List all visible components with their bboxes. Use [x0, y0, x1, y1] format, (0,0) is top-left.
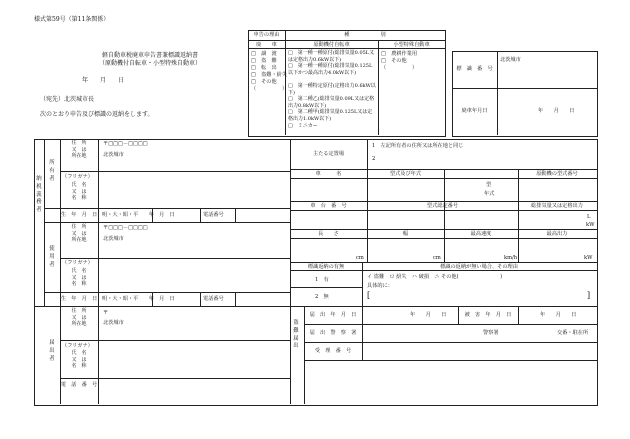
owner-phone-label: 電話番号: [203, 212, 224, 218]
filer-phone-label: 電 話 番 号: [60, 382, 98, 388]
gendou-item-5[interactable]: □ 第二種甲(総排気量0.125L又は定格出力1.0kW以下): [288, 109, 373, 122]
damage-date-label: 被 害 年 月 日: [464, 312, 512, 318]
header-car-name: 車 名: [315, 171, 342, 177]
form-date: 年 月 日: [82, 77, 125, 84]
owner-label: 所有者: [49, 160, 55, 182]
owner-postal[interactable]: 〒□□□－□□□□: [103, 141, 148, 147]
header-kogata: 小型特殊自動車: [393, 42, 430, 48]
user-furigana-label: （フリガナ）: [62, 260, 93, 266]
unit-kw-power: kW: [584, 255, 593, 261]
return-reason-label: 標識の返納が無い場合、その理由: [440, 264, 518, 270]
reason-transfer[interactable]: □ 譲 渡: [251, 51, 277, 57]
header-frame-number: 車 台 番 号: [310, 203, 347, 209]
police-station-value[interactable]: 警察署: [483, 330, 499, 336]
report-date-value[interactable]: 年 月 日: [410, 312, 447, 318]
return-reasons[interactable]: イ 盗難 ロ 紛失 ハ 破損 ニ その他( ): [367, 274, 503, 280]
kogata-other-paren: （ ）: [381, 65, 418, 71]
header-power: 最高出力: [546, 231, 568, 237]
header-reason: 申告の理由: [253, 32, 280, 38]
unit-cm-width: cm: [433, 255, 441, 261]
filer-furigana-label: （フリガナ）: [62, 343, 93, 349]
reason-lost[interactable]: □ 盗難・紛失: [251, 72, 288, 78]
owner-furigana-label: （フリガナ）: [62, 174, 93, 180]
user-label: 使用者: [49, 246, 55, 268]
filer-name-label: 氏 名 又 は 名 称: [71, 350, 87, 369]
return-detail-label: 具体的に：: [367, 283, 393, 289]
place-option-2[interactable]: 2: [372, 156, 376, 162]
filer-postal[interactable]: 〒: [103, 310, 109, 316]
gendou-item-6[interactable]: □ ミニカー: [288, 123, 318, 129]
return-label: 標識返納の有無: [307, 264, 345, 270]
header-model-year: 型式及び年式: [389, 171, 422, 177]
header-displacement: 総排気量又は定格出力: [531, 203, 583, 209]
return-yes[interactable]: 1 有: [315, 277, 329, 283]
scrap-date-value[interactable]: 年 月 日: [538, 108, 575, 114]
unit-kw: kW: [586, 222, 595, 228]
reason-moveout[interactable]: □ 転 出: [251, 65, 277, 71]
user-phone-label: 電話番号: [203, 296, 224, 302]
user-address-label: 住 所 又 は 所在地: [71, 224, 87, 243]
form-number: 様式第59号（第11条関係）: [34, 16, 110, 23]
owner-birth-label: 生 年 月 日: [60, 212, 98, 218]
header-type: 種 別: [344, 32, 386, 38]
reason-other-paren: （ ）: [251, 86, 288, 92]
unit-liter: L: [587, 214, 591, 220]
reason-theft[interactable]: □ 盗 難: [251, 58, 277, 64]
owner-birth-value[interactable]: 明・大・昭・平 年 月 日: [102, 212, 175, 218]
place-label: 主たる定置場: [312, 151, 345, 157]
user-city: 北茨城市: [103, 236, 124, 242]
header-type-cert: 型式認定番号: [426, 203, 459, 209]
reason-other[interactable]: □ その他: [251, 79, 277, 85]
sign-city: 北茨城市: [500, 57, 521, 63]
bracket-left: [: [367, 291, 371, 300]
model-year-label: 年式: [484, 191, 495, 197]
place-option-1[interactable]: 1 左記所有者の住所又は所在地と同じ: [372, 143, 464, 149]
theft-group-label: 盗難届出: [293, 320, 299, 350]
label-scrap-date: 廃車年月日: [461, 108, 488, 114]
gendou-item-3[interactable]: □ 第一種特定原付(定格出力0.6kW以下): [288, 83, 376, 96]
gendou-item-2[interactable]: □ 第一種一種原付(総排気量0.125L以下かつ最高出力4.0kW以下): [288, 63, 373, 76]
addressee: （宛先）北茨城市長: [40, 96, 95, 103]
header-gendou: 原動機付自転車: [313, 42, 350, 48]
header-width: 幅: [402, 231, 409, 237]
form-subtitle: （原動機付自転車・小型特殊自動車）: [98, 60, 201, 67]
return-no[interactable]: 2 無: [315, 294, 329, 300]
gendou-item-1[interactable]: □ 第一種一種原付(総排気量0.05L又は定格出力0.6kW以下): [288, 50, 375, 63]
form-title: 軽自動車税廃車申告書兼標識返納書: [101, 52, 198, 59]
receipt-label: 受 理 番 号: [314, 348, 352, 354]
filer-address-label: 住 所 又 は 所在地: [71, 308, 87, 327]
user-postal[interactable]: 〒□□□－□□□□: [103, 225, 148, 231]
kogata-agri[interactable]: □ 農耕作業用: [381, 51, 418, 57]
gendou-item-4[interactable]: □ 第二種乙(総排気量0.09L又は定格出力0.8kW以下): [288, 96, 375, 109]
model-kata-label: 型: [486, 182, 492, 188]
header-haisha: 廃 車: [256, 42, 277, 48]
label-sign-number: 標 識 番 号: [456, 66, 493, 72]
unit-kmh: km/h: [504, 255, 518, 261]
damage-date-value[interactable]: 年 月 日: [540, 312, 577, 318]
owner-city: 北茨城市: [103, 152, 124, 158]
header-engine-model: 原動機の型式番号: [536, 171, 578, 177]
owner-name-label: 氏 名 又 は 名 称: [71, 182, 87, 201]
report-date-label: 届 出 年 月 日: [309, 312, 357, 318]
unit-cm-length: cm: [356, 255, 364, 261]
user-birth-value[interactable]: 明・大・昭・平 年 月 日: [102, 296, 175, 302]
koban-value[interactable]: 交番・駐在所: [557, 330, 589, 336]
intro-text: 次のとおり申告及び標識の返納をします。: [40, 111, 154, 118]
user-name-label: 氏 名 又 は 名 称: [71, 268, 87, 287]
filer-group-label: 届出者: [49, 340, 55, 362]
taxpayer-group-label: 納税義務者: [36, 176, 42, 214]
header-length: 長 さ: [318, 231, 339, 237]
header-speed: 最高速度: [470, 231, 492, 237]
owner-address-label: 住 所 又 は 所在地: [71, 140, 87, 159]
filer-city: 北茨城市: [103, 320, 124, 326]
bracket-right: ]: [587, 291, 591, 300]
user-birth-label: 生 年 月 日: [60, 296, 98, 302]
police-label: 届 出 警 察 署: [309, 330, 357, 336]
kogata-other[interactable]: □ その他: [381, 58, 407, 64]
